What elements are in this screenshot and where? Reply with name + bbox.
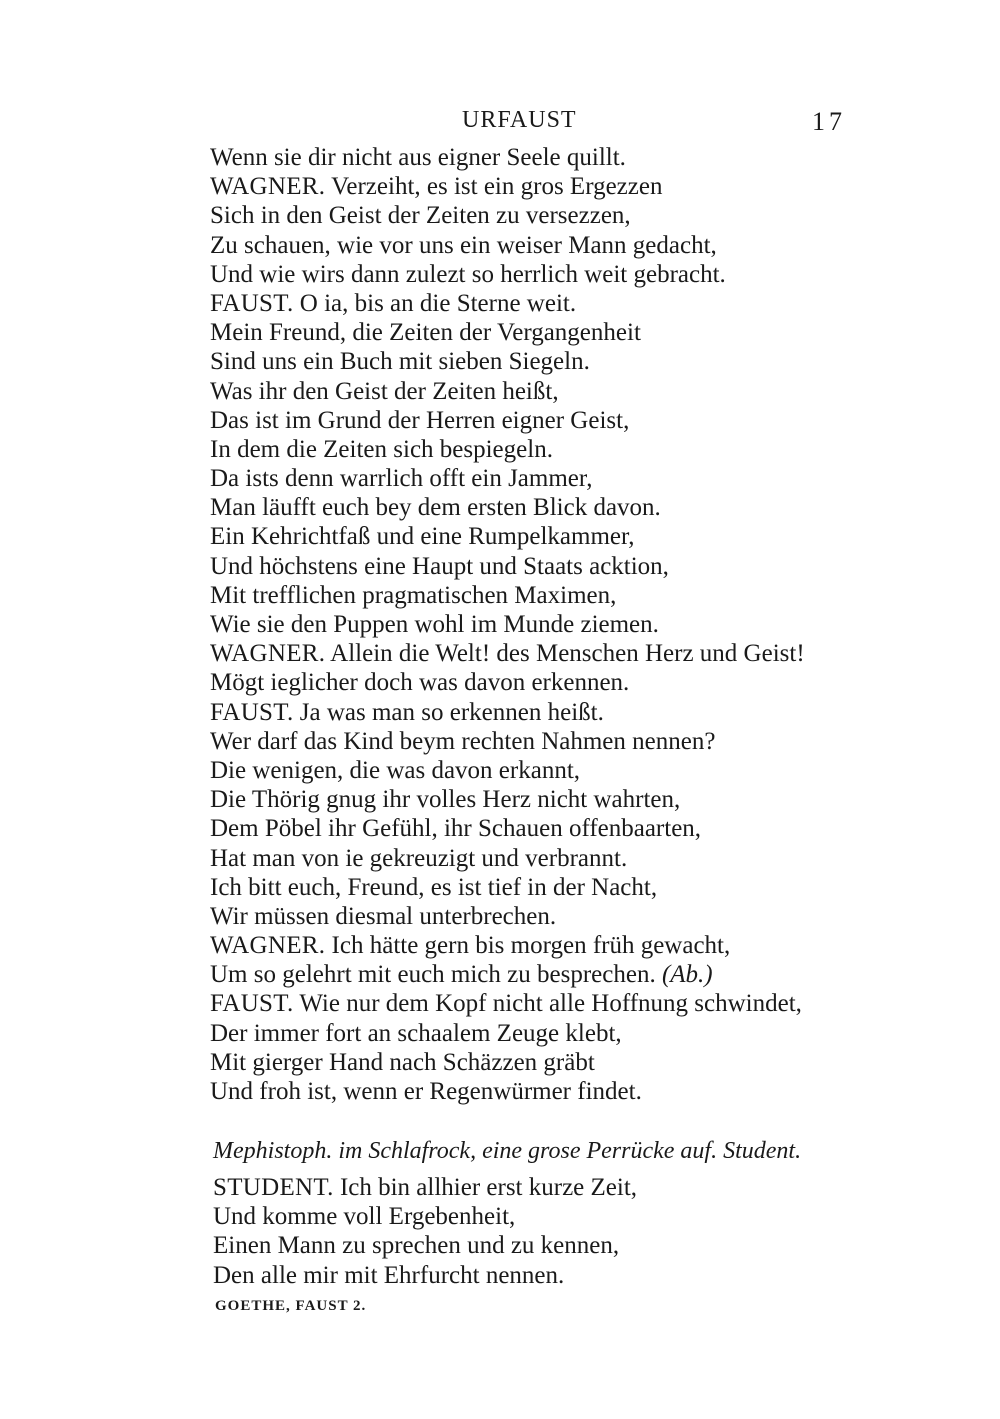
verse-line bbox=[210, 785, 870, 814]
line-text: Die Thörig gnug ihr volles Herz nicht wahrten, bbox=[210, 786, 681, 814]
line-text: Ja was man so erkennen heißt. bbox=[293, 698, 604, 726]
line-text: Mit trefflichen pragmatischen Maximen, bbox=[210, 581, 617, 609]
verse-block bbox=[210, 143, 870, 1106]
verse-line bbox=[210, 814, 870, 843]
line-text: Wie sie den Puppen wohl im Munde ziemen. bbox=[210, 611, 659, 638]
verse-line bbox=[210, 989, 870, 1018]
line-text: Sind uns ein Buch mit sieben Siegeln. bbox=[210, 348, 590, 376]
verse-line bbox=[210, 377, 870, 406]
verse-line bbox=[210, 727, 870, 756]
line-text: O ia, bis an die Sterne weit. bbox=[293, 289, 577, 317]
verse-line bbox=[210, 1019, 870, 1048]
line-text: Ich bitt euch, Freund, es ist tief in der Nacht, bbox=[210, 873, 658, 901]
line-text: Und wie wirs dann zulezt so herrlich weit gebracht. bbox=[210, 260, 726, 288]
line-text: Allein die Welt! des Menschen Herz und Geist! bbox=[325, 640, 805, 668]
line-text: Zu schauen, wie vor uns ein weiser Mann gedacht, bbox=[210, 231, 717, 259]
line-text: Ich hätte gern bis morgen früh gewacht, bbox=[325, 932, 731, 960]
line-text: Mögt ieglicher doch was davon erkennen. bbox=[210, 669, 630, 697]
line-text: Und höchstens eine Haupt und Staats acktion, bbox=[210, 552, 669, 580]
line-text: Wie nur dem Kopf nicht alle Hoffnung schwindet, bbox=[293, 990, 802, 1018]
line-text: Verzeiht, es ist ein gros Ergezzen bbox=[325, 173, 663, 201]
speaker-name: FAUST. bbox=[210, 289, 294, 317]
verse-line bbox=[210, 610, 870, 639]
verse-line bbox=[210, 143, 870, 172]
line-text: Ich bin allhier erst kurze Zeit, bbox=[333, 1174, 638, 1201]
verse-line bbox=[210, 639, 870, 668]
verse-line bbox=[210, 844, 870, 873]
line-text: Um so gelehrt mit euch mich zu besprechen. bbox=[210, 961, 662, 989]
verse-line bbox=[210, 289, 870, 318]
line-text: Ein Kehrichtfaß und eine Rumpelkammer, bbox=[210, 523, 635, 551]
line-text: Sich in den Geist der Zeiten zu versezzen, bbox=[210, 202, 631, 230]
verse-line bbox=[210, 347, 870, 376]
line-text: Wir müssen diesmal unterbrechen. bbox=[210, 902, 557, 930]
speaker-name: FAUST. bbox=[210, 698, 294, 726]
verse-line bbox=[210, 318, 870, 347]
verse-line bbox=[210, 756, 870, 785]
verse-line bbox=[210, 581, 870, 610]
verse-line bbox=[210, 464, 870, 493]
verse-line bbox=[210, 260, 870, 289]
line-text: Da ists denn warrlich offt ein Jammer, bbox=[210, 465, 593, 493]
verse-line bbox=[210, 172, 870, 201]
line-text: Und froh ist, wenn er Regenwürmer findet. bbox=[210, 1078, 642, 1105]
scene-block bbox=[213, 1173, 873, 1290]
page-number: 17 bbox=[812, 107, 846, 136]
verse-line bbox=[210, 406, 870, 435]
verse-line bbox=[210, 231, 870, 260]
line-text: Dem Pöbel ihr Gefühl, ihr Schauen offenbaarten, bbox=[210, 815, 702, 843]
verse-line bbox=[213, 1261, 873, 1290]
verse-line bbox=[210, 493, 870, 522]
speaker-name: WAGNER. bbox=[210, 173, 326, 201]
line-text: Und komme voll Ergebenheit, bbox=[213, 1203, 516, 1231]
verse-line bbox=[210, 552, 870, 581]
line-text: Mein Freund, die Zeiten der Vergangenheit bbox=[210, 319, 641, 347]
line-text: Einen Mann zu sprechen und zu kennen, bbox=[213, 1232, 620, 1260]
verse-line bbox=[210, 522, 870, 551]
verse-line bbox=[210, 698, 870, 727]
speaker-name: FAUST. bbox=[210, 990, 294, 1018]
stage-direction: Mephistoph. im Schlafrock, eine grose Perrücke auf. Student. bbox=[213, 1138, 802, 1164]
speaker-name: WAGNER. bbox=[210, 932, 326, 960]
line-text: Wenn sie dir nicht aus eigner Seele quillt. bbox=[210, 144, 626, 171]
verse-line bbox=[210, 201, 870, 230]
line-text: Den alle mir mit Ehrfurcht nennen. bbox=[213, 1261, 565, 1289]
signature-mark: GOETHE, FAUST 2. bbox=[215, 1298, 367, 1314]
line-text: Hat man von ie gekreuzigt und verbrannt. bbox=[210, 844, 628, 872]
verse-line bbox=[210, 960, 870, 989]
running-head-title: URFAUST bbox=[462, 107, 577, 133]
verse-line bbox=[210, 435, 870, 464]
verse-line bbox=[213, 1231, 873, 1260]
speaker-name: STUDENT. bbox=[213, 1174, 334, 1201]
verse-line bbox=[210, 1048, 870, 1077]
line-text: Mit gierger Hand nach Schäzzen gräbt bbox=[210, 1048, 595, 1076]
verse-line bbox=[210, 1077, 870, 1106]
verse-line bbox=[210, 931, 870, 960]
line-text: Man läufft euch bey dem ersten Blick davon. bbox=[210, 494, 661, 522]
verse-line bbox=[210, 873, 870, 902]
line-text: Die wenigen, die was davon erkannt, bbox=[210, 756, 581, 784]
line-text: Was ihr den Geist der Zeiten heißt, bbox=[210, 377, 559, 405]
stage-note: (Ab.) bbox=[661, 961, 713, 989]
verse-line bbox=[210, 902, 870, 931]
verse-line bbox=[210, 668, 870, 697]
verse-line bbox=[213, 1202, 873, 1231]
running-head bbox=[0, 104, 1000, 136]
speaker-name: WAGNER. bbox=[210, 640, 326, 668]
line-text: In dem die Zeiten sich bespiegeln. bbox=[210, 435, 553, 463]
verse-line bbox=[213, 1173, 873, 1202]
line-text: Wer darf das Kind beym rechten Nahmen nennen? bbox=[210, 727, 716, 755]
line-text: Das ist im Grund der Herren eigner Geist, bbox=[210, 406, 630, 434]
line-text: Der immer fort an schaalem Zeuge klebt, bbox=[210, 1019, 622, 1047]
